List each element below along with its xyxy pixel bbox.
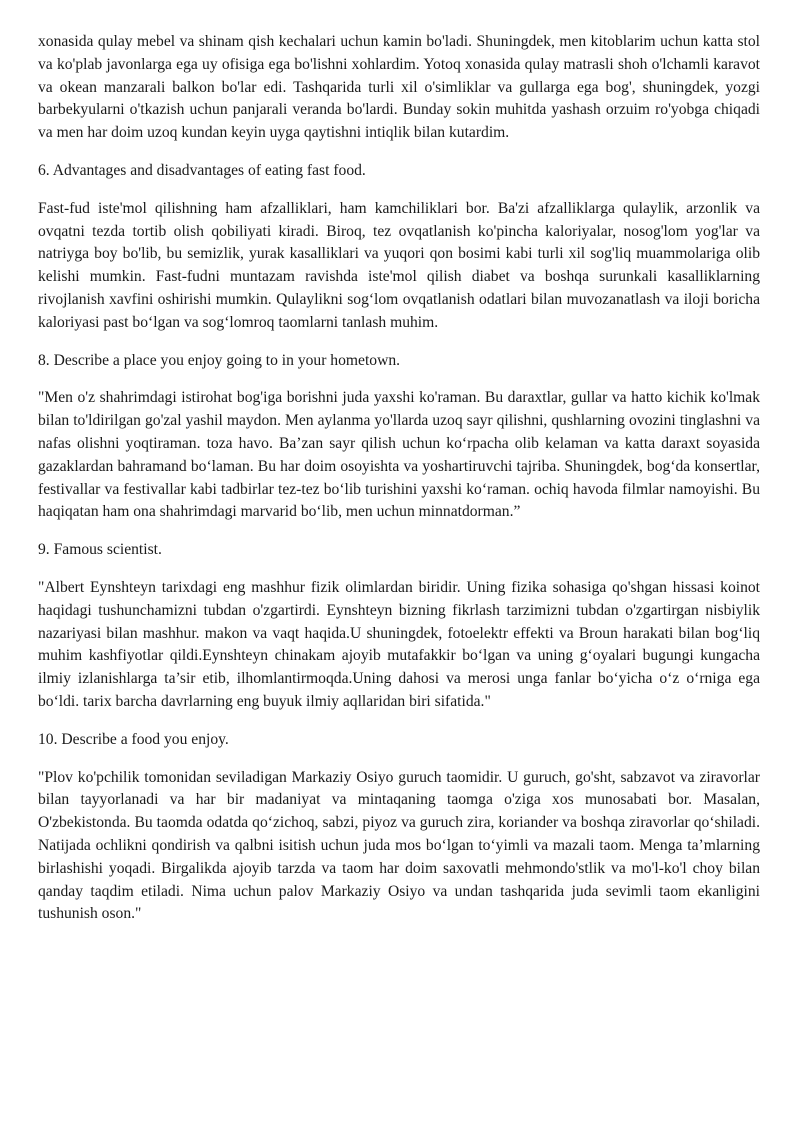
section-body: "Men o'z shahrimdagi istirohat bog'iga borishni juda yaxshi ko'raman. Bu daraxtlar, gullar va hatto kichik ko'lmak bilan to'ldirilgan go'zal yashil maydon. Men aylanma yo'llarda uzoq sayr qilishni, qushlarning ovozini tinglashni va nafas olishni yoqtiraman. toza havo. Ba’zan sayr qilish uchun ko‘rpacha olib kelaman va katta daraxt soyasida gazaklardan bahramand bo‘laman. Bu har doim osoyishta va yoshartiruvchi tajriba. Shuningdek, bog‘da konsertlar, festivallar va festivallar kabi tadbirlar tez-tez bo‘lib turishini yaxshi ko‘raman. ochiq havoda filmlar namoyishi. Bu haqiqatan ham ona shahrimdagi marvarid bo‘lib, men uchun minnatdorman.” bbox=[38, 389, 760, 521]
section-fast-food bbox=[38, 160, 760, 335]
section-heading: 6. Advantages and disadvantages of eating fast food. bbox=[38, 161, 366, 179]
intro-paragraph: xonasida qulay mebel va shinam qish kechalari uchun kamin bo'ladi. Shuningdek, men kitoblarim uchun katta stol va ko'plab javonlarga ega uy ofisiga ega bo'lishni xohlardim. Yotoq xonasida qulay matrasli shoh o'lchamli karavot va okean manzarali balkon bo'lar edi. Tashqarida turli xil o'simliklar va gullarga ega bog', shuningdek, yozgi barbekyularni o'tkazish uchun panjarali veranda bo'lardi. Bunday sokin muhitda yashash orzuim ro'yobga chiqadi va men har doim uzoq kundan keyin uyga qaytishni intiqlik bilan kutardim. bbox=[38, 33, 760, 142]
section-heading: 9. Famous scientist. bbox=[38, 541, 162, 559]
section-heading: 10. Describe a food you enjoy. bbox=[38, 730, 229, 748]
section-body: Fast-fud iste'mol qilishning ham afzalliklari, ham kamchiliklari bor. Ba'zi afzalliklarga qulaylik, arzonlik va ovqatni tezda tortib olish qobiliyati kiradi. Biroq, tez ovqatlanish ko'pincha kaloriyalar, nosog'lom yog'lar va natriyga boy bo'lib, bu semizlik, yurak kasalliklari va yuqori qon bosimi kabi turli xil sog'liq muammolariga olib kelishi mumkin. Fast-fudni muntazam ravishda iste'mol qilish diabet va boshqa surunkali kasalliklarning rivojlanish xavfini oshirishi mumkin. Qulaylikni sog‘lom ovqatlanish odatlari bilan muvozanatlash va iloji boricha kaloriyasi past bo‘lgan va sog‘lomroq taomlarni tanlash muhim. bbox=[38, 199, 760, 331]
section-hometown-place bbox=[38, 350, 760, 525]
section-body: "Plov ko'pchilik tomonidan seviladigan Markaziy Osiyo guruch taomidir. U guruch, go'sht, sabzavot va ziravorlar bilan tayyorlanadi va har bir madaniyat va mintaqaning taomga o'ziga xos munosabati bor. Masalan, O'zbekistonda. Bu taomda odatda qo‘zichoq, sabzi, piyoz va guruch zira, koriander va boshqa ziravorlar qo‘shiladi. Natijada ochlikni qondirish va qalbni isitish uchun juda mos bo‘lgan to‘yimli va mazali taom. Menga ta’mlarning birlashishi yoqadi. Birgalikda ajoyib tarzda va taom har doim saxovatli mehmondo'stlik va mo'l-ko'l choy bilan qanday taqdim etiladi. Nima uchun palov Markaziy Osiyo va undan tashqarida juda sevimli taom ekanligini tushunish oson." bbox=[38, 768, 760, 923]
section-food bbox=[38, 729, 760, 926]
section-famous-scientist bbox=[38, 539, 760, 714]
section-body: "Albert Eynshteyn tarixdagi eng mashhur fizik olimlardan biridir. Uning fizika sohasiga qo'shgan hissasi koinot haqidagi tushunchamizni tubdan o'zgartirdi. Eynshteyn bizning fikrlash tarzimizni tubdan o'zgartirgan nisbiylik nazariyasi bilan mashhur. makon va vaqt haqida.U shuningdek, fotoelektr effekti va Broun harakati bilan bog‘liq muhim kashfiyotlar qildi.Eynshteyn chinakam ajoyib mutafakkir bo‘lgan va uning g‘oyalari bugungi kungacha ilmiy izlanishlarga ta’sir etib, ilhomlantirmoqda.Uning dahosi va merosi unga fanlar bo‘yicha o‘z o‘rniga ega bo‘ldi. tarix barcha davrlarning eng buyuk ilmiy aqllaridan biri sifatida." bbox=[38, 578, 760, 710]
section-heading: 8. Describe a place you enjoy going to in your hometown. bbox=[38, 351, 401, 369]
